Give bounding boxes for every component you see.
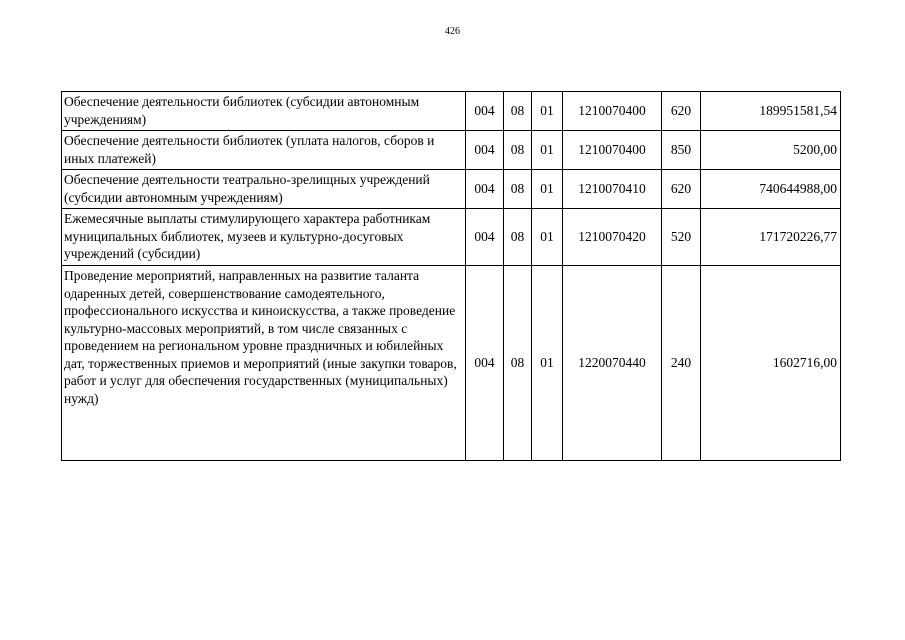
expense-type-code-cell: 240: [662, 266, 701, 461]
expense-type-code-cell: 620: [662, 170, 701, 209]
ministry-code-cell: 004: [466, 170, 504, 209]
expense-name-cell: Обеспечение деятельности библиотек (уплата налогов, сборов и иных платежей): [62, 131, 466, 170]
expense-type-code-cell: 850: [662, 131, 701, 170]
target-item-code-cell: 1210070410: [563, 170, 662, 209]
expense-name-cell: Проведение мероприятий, направленных на развитие таланта одаренных детей, совершенствование самодеятельного, профессионального искусства и киноискусства, а также проведение культурно-массовых мероприятий, в том числе связанных с проведением на региональном уровне праздничных и юбилейных дат, торжественных приемов и мероприятий (иные закупки товаров, работ и услуг для обеспечения государственных (муниципальных) нужд): [62, 266, 466, 461]
expense-name-cell: Обеспечение деятельности библиотек (субсидии автономным учреждениям): [62, 92, 466, 131]
section-code-cell: 08: [504, 131, 532, 170]
expense-type-code-cell: 620: [662, 92, 701, 131]
subsection-code-cell: 01: [532, 170, 563, 209]
budget-table: [61, 91, 841, 461]
subsection-code-cell: 01: [532, 92, 563, 131]
expense-name-cell: Обеспечение деятельности театрально-зрелищных учреждений (субсидии автономным учреждениям): [62, 170, 466, 209]
target-item-code-cell: 1220070440: [563, 266, 662, 461]
expense-name-cell: Ежемесячные выплаты стимулирующего характера работникам муниципальных библиотек, музеев и культурно-досуговых учреждений (субсидии): [62, 209, 466, 266]
amount-cell: 1602716,00: [701, 266, 841, 461]
amount-cell: 171720226,77: [701, 209, 841, 266]
ministry-code-cell: 004: [466, 209, 504, 266]
table-row: [62, 266, 841, 461]
section-code-cell: 08: [504, 92, 532, 131]
section-code-cell: 08: [504, 209, 532, 266]
table-row: [62, 92, 841, 131]
subsection-code-cell: 01: [532, 131, 563, 170]
expense-type-code-cell: 520: [662, 209, 701, 266]
page-number: 426: [445, 26, 460, 37]
amount-cell: 5200,00: [701, 131, 841, 170]
section-code-cell: 08: [504, 170, 532, 209]
table-row: [62, 170, 841, 209]
table-row: [62, 131, 841, 170]
subsection-code-cell: 01: [532, 266, 563, 461]
amount-cell: 740644988,00: [701, 170, 841, 209]
amount-cell: 189951581,54: [701, 92, 841, 131]
ministry-code-cell: 004: [466, 131, 504, 170]
ministry-code-cell: 004: [466, 266, 504, 461]
target-item-code-cell: 1210070400: [563, 92, 662, 131]
target-item-code-cell: 1210070400: [563, 131, 662, 170]
ministry-code-cell: 004: [466, 92, 504, 131]
section-code-cell: 08: [504, 266, 532, 461]
subsection-code-cell: 01: [532, 209, 563, 266]
target-item-code-cell: 1210070420: [563, 209, 662, 266]
table-row: [62, 209, 841, 266]
